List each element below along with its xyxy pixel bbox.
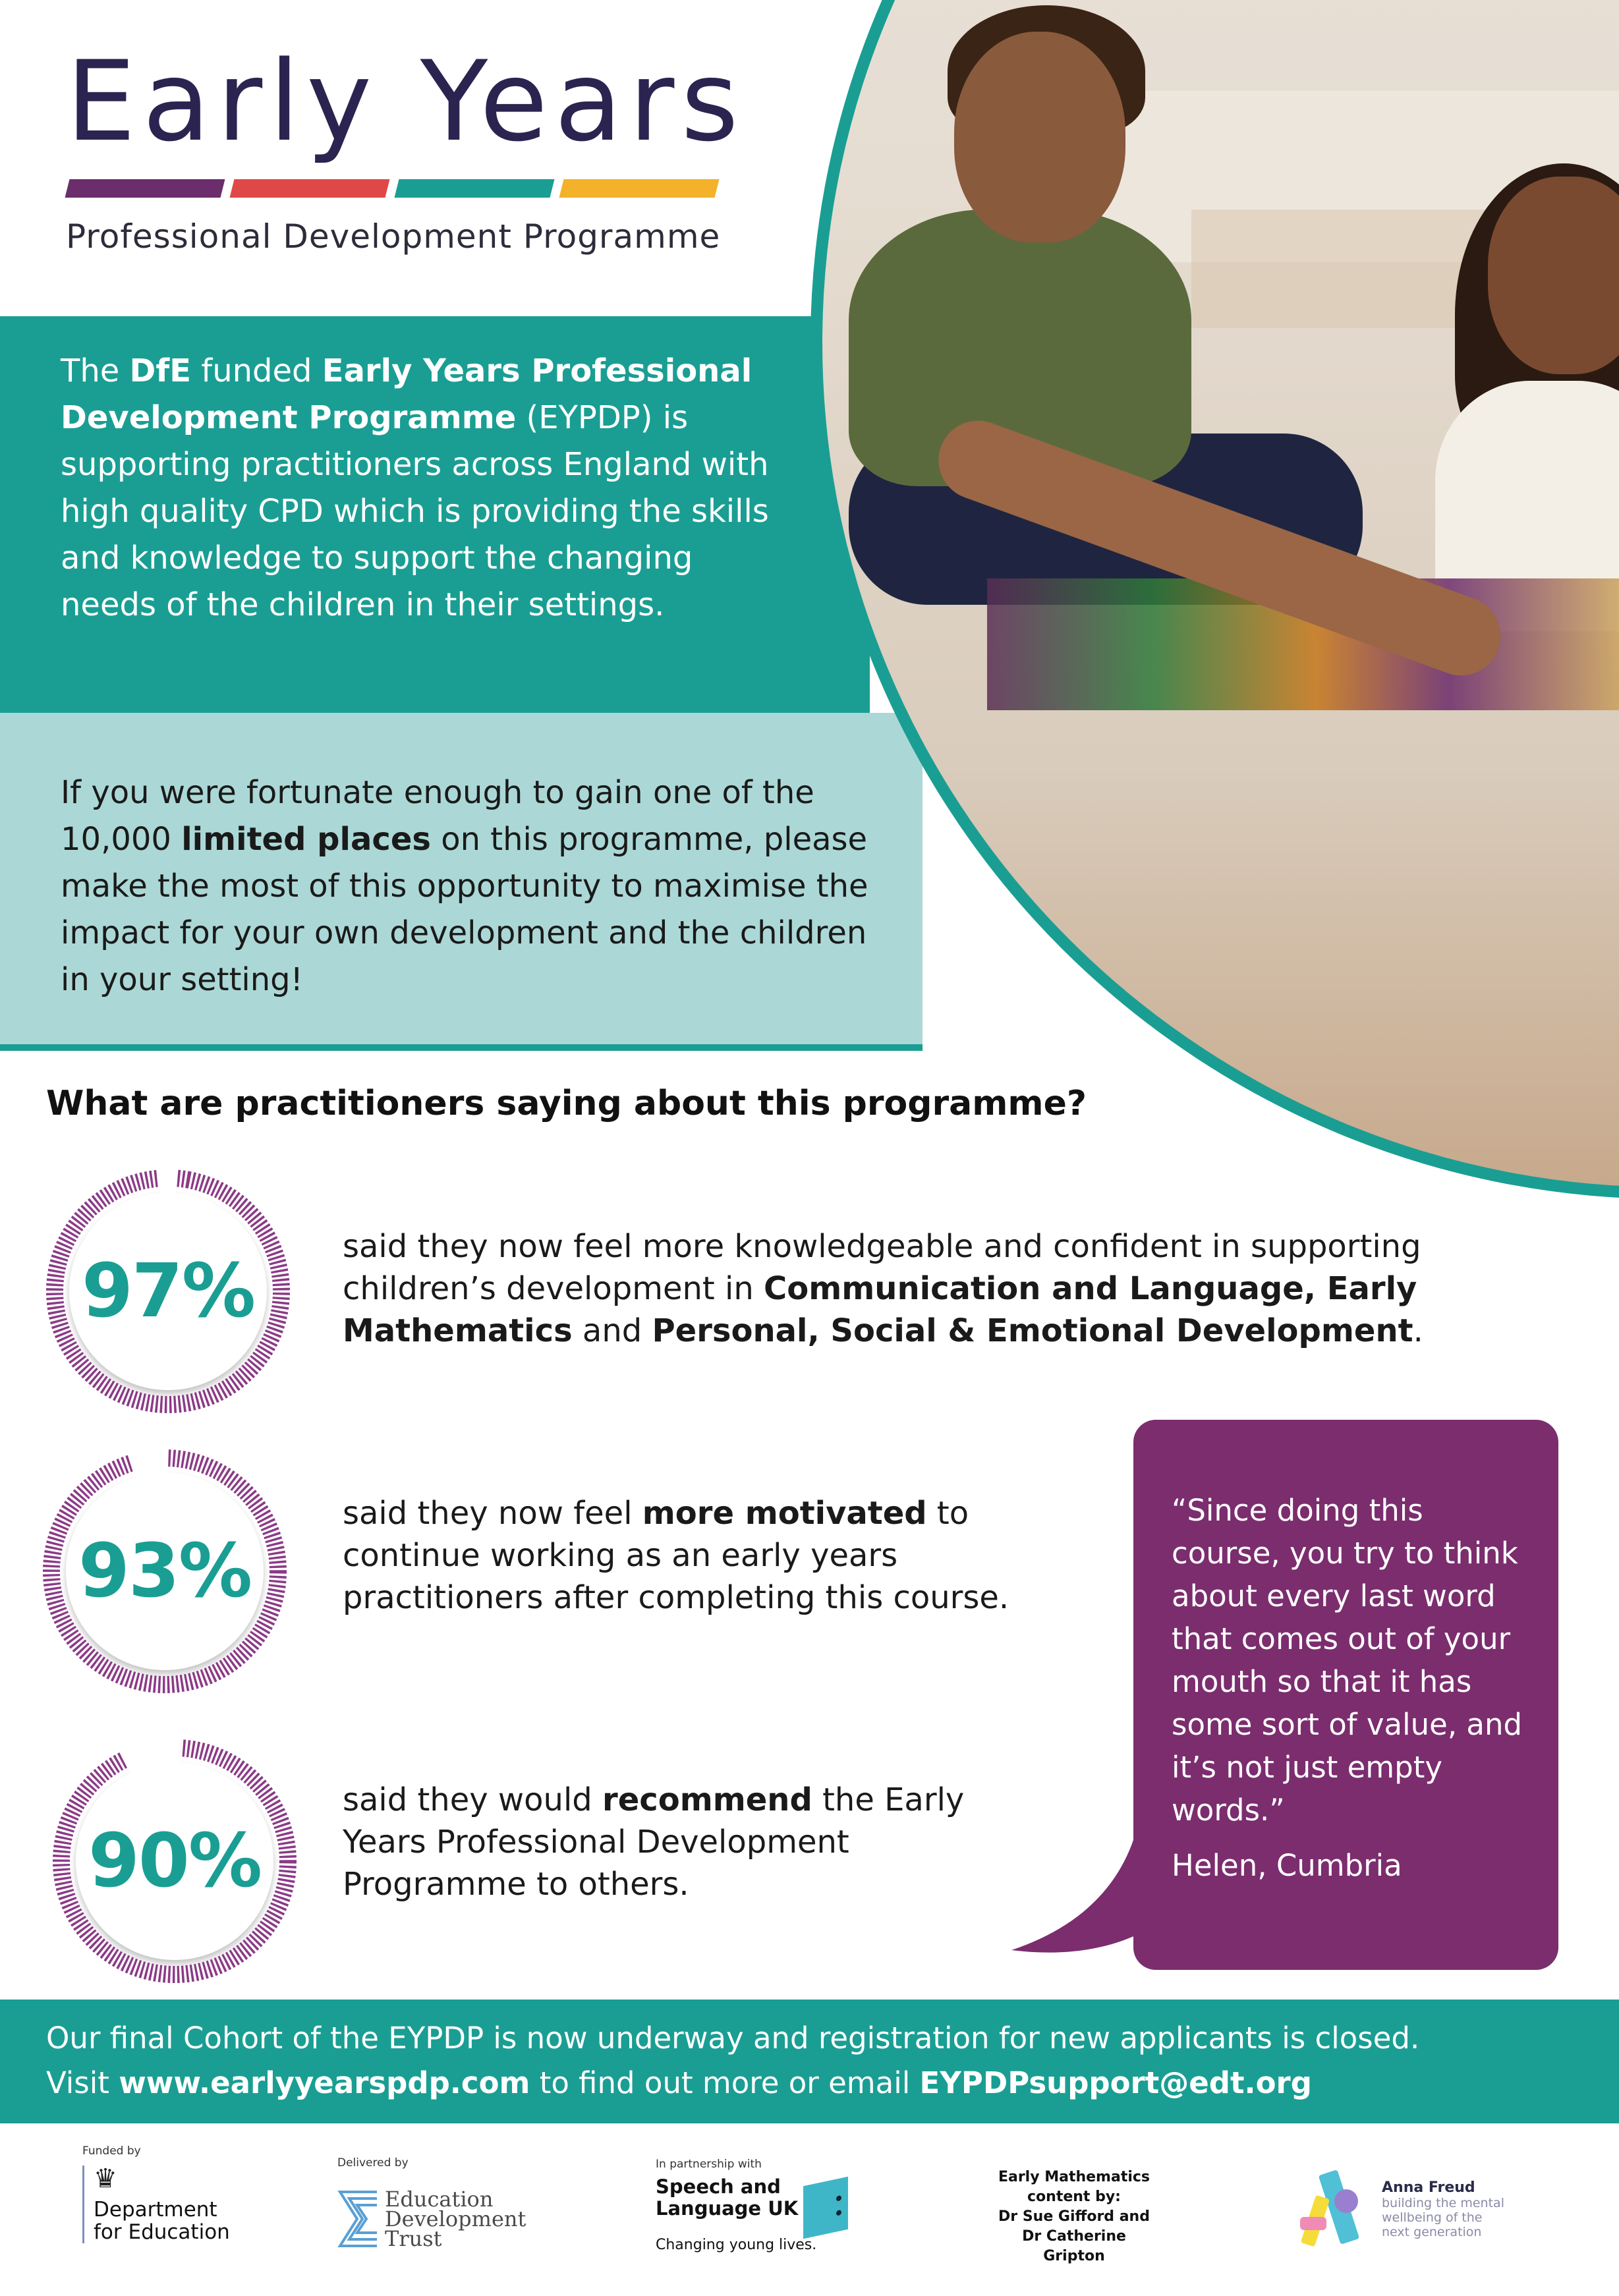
progress-ring xyxy=(49,1736,300,1986)
banner-line-2: Visit www.earlyyearspdp.com to find out more or email EYPDPsupport@edt.org xyxy=(46,2065,1312,2100)
website-link[interactable]: www.earlyyearspdp.com xyxy=(119,2065,530,2100)
color-bars xyxy=(67,179,717,198)
hero-photo xyxy=(810,0,1619,1199)
stat-description: said they would recommend the Early Years Professional Development Programme to others. xyxy=(343,1781,965,1903)
quote-text: “Since doing this course, you try to think about every last word that comes out of your mouth so that it has some sort of value, and it’s not just empty words.” xyxy=(1172,1493,1523,1828)
stat-value: 90% xyxy=(88,1818,262,1904)
color-bar-yellow xyxy=(559,179,720,198)
dfe-logo: Funded by ♛ Department for Education xyxy=(82,2144,230,2244)
edt-logo: Delivered by Education Development Trust xyxy=(337,2156,526,2251)
intro-paragraph: The DfE funded Early Years Professional Development Programme (EYPDP) is supporting practitioners across England with high quality CPD which is providing the skills and knowledge to support the changing needs of the children in their settings. xyxy=(61,352,769,623)
edt-sigma-icon xyxy=(337,2189,378,2249)
stat-description: said they now feel more motivated to continue working as an early years practitioners after completing this course. xyxy=(343,1495,1009,1616)
testimonial-quote xyxy=(1133,1420,1558,1970)
progress-ring xyxy=(40,1446,290,1696)
stat-description: said they now feel more knowledgeable and confident in supporting children’s development in Communication and Language, Early Mathematics and Personal, Social & Emotional Development. xyxy=(343,1228,1423,1349)
banner-line-1: Our final Cohort of the EYPDP is now underway and registration for new applicants is closed. xyxy=(46,2021,1420,2056)
email-link[interactable]: EYPDPsupport@edt.org xyxy=(919,2065,1312,2100)
color-bar-purple xyxy=(65,179,225,198)
photo-scene xyxy=(822,12,1619,684)
page-title: Early Years xyxy=(66,37,745,166)
anna-freud-logo: Anna Freud building the mental wellbeing of the next generation xyxy=(1295,2170,1504,2249)
page-subtitle: Professional Development Programme xyxy=(66,217,721,256)
maths-credit: Early Mathematics content by: Dr Sue Gifford and Dr Catherine Gripton xyxy=(998,2169,1150,2264)
places-panel xyxy=(0,713,923,1051)
color-bar-red xyxy=(230,179,390,198)
slt-face-icon xyxy=(803,2177,848,2239)
stat-value: 93% xyxy=(78,1528,252,1614)
stats-heading: What are practitioners saying about this programme? xyxy=(46,1084,1087,1123)
anna-freud-a-icon xyxy=(1295,2170,1374,2249)
stat-value: 97% xyxy=(81,1248,255,1334)
color-bar-teal xyxy=(395,179,555,198)
intro-panel xyxy=(0,316,870,713)
slt-logo: In partnership with Speech and Language UK Changing young lives. xyxy=(656,2158,848,2253)
royal-crest-icon: ♛ xyxy=(94,2164,117,2194)
quote-author: Helen, Cumbria xyxy=(1172,1848,1402,1883)
info-banner xyxy=(0,2000,1619,2123)
places-paragraph: If you were fortunate enough to gain one of the 10,000 limited places on this programme, please make the most of this opportunity to maximise the impact for your own development and the children in your setting! xyxy=(61,774,868,998)
progress-ring xyxy=(43,1166,293,1416)
partner-logos xyxy=(0,2125,1619,2296)
